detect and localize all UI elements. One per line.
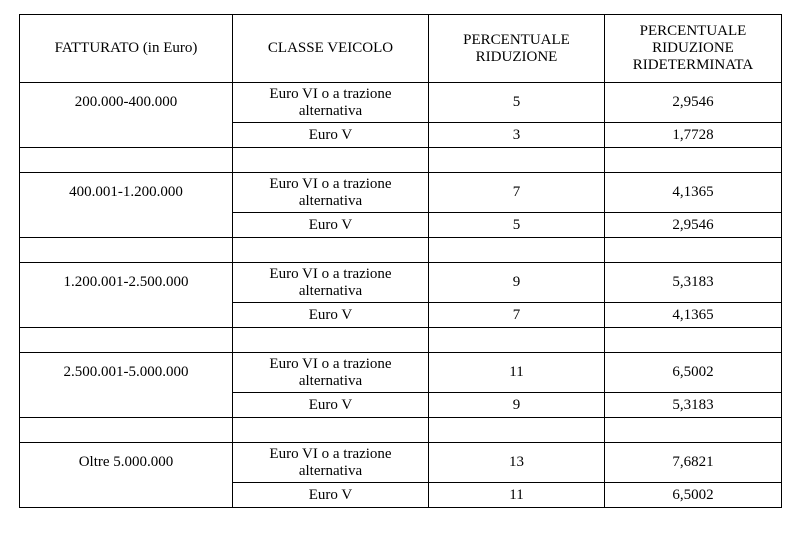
spacer-row — [20, 148, 782, 173]
rideterminata-cell: 7,6821 — [605, 443, 782, 483]
rideterminata-cell: 2,9546 — [605, 213, 782, 238]
percentuale-cell: 13 — [429, 443, 605, 483]
empty-cell — [20, 328, 233, 353]
empty-cell — [605, 418, 782, 443]
spacer-row — [20, 328, 782, 353]
empty-cell — [20, 238, 233, 263]
empty-cell — [605, 328, 782, 353]
fatturato-cell: 1.200.001-2.500.000 — [20, 263, 233, 328]
empty-cell — [233, 148, 429, 173]
percentuale-cell: 11 — [429, 483, 605, 508]
table-row — [20, 173, 782, 213]
table-body — [20, 15, 782, 508]
rideterminata-cell: 1,7728 — [605, 123, 782, 148]
header-classe-veicolo: CLASSE VEICOLO — [233, 15, 429, 83]
rideterminata-cell: 4,1365 — [605, 303, 782, 328]
rideterminata-cell: 4,1365 — [605, 173, 782, 213]
percentuale-cell: 5 — [429, 83, 605, 123]
header-row — [20, 15, 782, 83]
rideterminata-cell: 5,3183 — [605, 263, 782, 303]
percentuale-cell: 9 — [429, 393, 605, 418]
classe-veicolo-cell: Euro VI o a trazione alternativa — [233, 83, 429, 123]
empty-cell — [429, 418, 605, 443]
classe-veicolo-cell: Euro VI o a trazione alternativa — [233, 263, 429, 303]
empty-cell — [233, 328, 429, 353]
percentuale-cell: 3 — [429, 123, 605, 148]
header-percentuale-rideterminata: PERCENTUALE RIDUZIONE RIDETERMINATA — [605, 15, 782, 83]
reduction-table — [19, 14, 782, 508]
table-row — [20, 443, 782, 483]
classe-veicolo-cell: Euro V — [233, 483, 429, 508]
table-row — [20, 353, 782, 393]
rideterminata-cell: 6,5002 — [605, 353, 782, 393]
empty-cell — [20, 148, 233, 173]
rideterminata-cell: 5,3183 — [605, 393, 782, 418]
empty-cell — [429, 238, 605, 263]
percentuale-cell: 5 — [429, 213, 605, 238]
empty-cell — [233, 418, 429, 443]
fatturato-cell: 400.001-1.200.000 — [20, 173, 233, 238]
header-percentuale-riduzione: PERCENTUALE RIDUZIONE — [429, 15, 605, 83]
fatturato-cell: Oltre 5.000.000 — [20, 443, 233, 508]
spacer-row — [20, 238, 782, 263]
empty-cell — [605, 238, 782, 263]
rideterminata-cell: 6,5002 — [605, 483, 782, 508]
spacer-row — [20, 418, 782, 443]
percentuale-cell: 9 — [429, 263, 605, 303]
fatturato-cell: 2.500.001-5.000.000 — [20, 353, 233, 418]
empty-cell — [605, 148, 782, 173]
classe-veicolo-cell: Euro V — [233, 213, 429, 238]
percentuale-cell: 7 — [429, 303, 605, 328]
header-fatturato: FATTURATO (in Euro) — [20, 15, 233, 83]
fatturato-cell: 200.000-400.000 — [20, 83, 233, 148]
percentuale-cell: 11 — [429, 353, 605, 393]
empty-cell — [233, 238, 429, 263]
classe-veicolo-cell: Euro VI o a trazione alternativa — [233, 173, 429, 213]
percentuale-cell: 7 — [429, 173, 605, 213]
empty-cell — [20, 418, 233, 443]
classe-veicolo-cell: Euro V — [233, 303, 429, 328]
classe-veicolo-cell: Euro V — [233, 123, 429, 148]
classe-veicolo-cell: Euro VI o a trazione alternativa — [233, 443, 429, 483]
table-row — [20, 263, 782, 303]
classe-veicolo-cell: Euro VI o a trazione alternativa — [233, 353, 429, 393]
empty-cell — [429, 328, 605, 353]
empty-cell — [429, 148, 605, 173]
classe-veicolo-cell: Euro V — [233, 393, 429, 418]
rideterminata-cell: 2,9546 — [605, 83, 782, 123]
table-row — [20, 83, 782, 123]
